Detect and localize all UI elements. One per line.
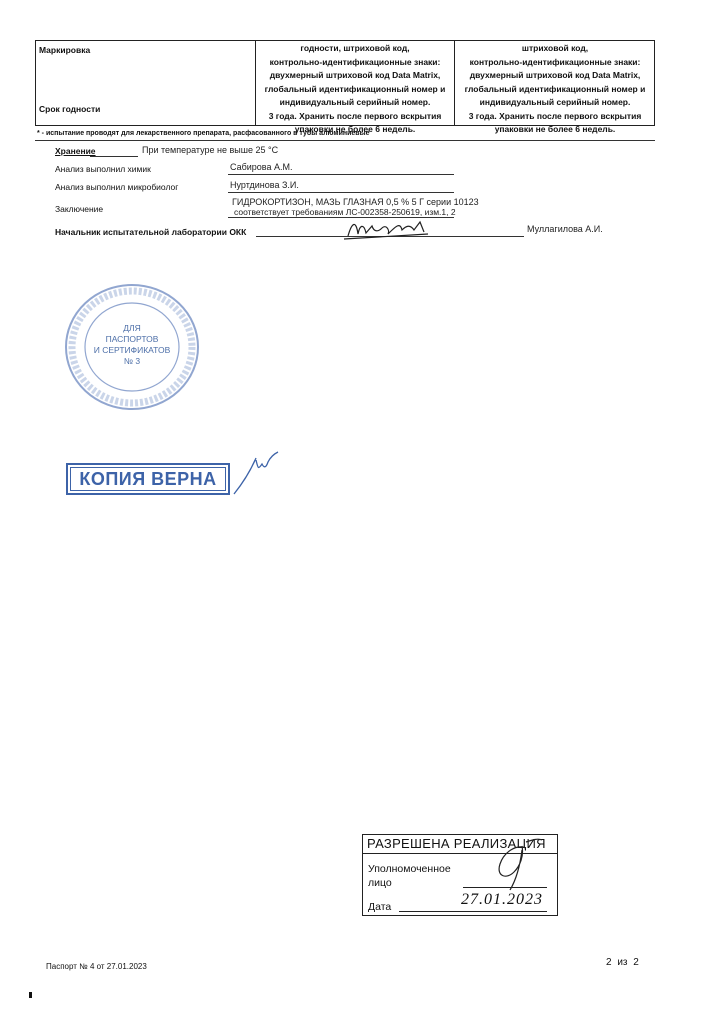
microbiologist-underline xyxy=(228,192,454,193)
divider xyxy=(35,140,655,141)
expiry-label: Срок годности xyxy=(39,104,101,114)
conclusion-line1: ГИДРОКОРТИЗОН, МАЗЬ ГЛАЗНАЯ 0,5 % 5 Г серии 10123 xyxy=(232,197,479,207)
stamp-line: И СЕРТИФИКАТОВ xyxy=(93,345,171,355)
chemist-underline xyxy=(228,174,454,175)
scan-mark xyxy=(29,992,32,998)
marking-col2: годности, штриховой код, контрольно-идентификационные знаки: двухмерный штриховой код Data Matrix, глобальный идентификационный номер и индивидуальный серийный номер. 3 года. Хранить после первого вскрытия упаковки не более 6 недель. xyxy=(264,43,446,134)
conclusion-label: Заключение xyxy=(55,204,104,214)
date-value: 27.01.2023 xyxy=(461,891,543,908)
authorized-line1: Уполномоченное xyxy=(368,863,451,875)
head-lab-name: Муллагилова А.И. xyxy=(527,224,603,234)
microbiologist-label: Анализ выполнил микробиолог xyxy=(55,182,179,192)
marking-label: Маркировка xyxy=(39,45,91,55)
stamp-line: ДЛЯ xyxy=(123,323,141,333)
head-lab-label: Начальник испытательной лаборатории ОКК xyxy=(55,227,247,237)
round-stamp-icon xyxy=(62,282,202,412)
date-underline xyxy=(399,911,547,912)
microbiologist-value: Нуртдинова З.И. xyxy=(230,180,299,190)
authorized-signature-icon xyxy=(486,836,546,892)
storage-underline xyxy=(90,156,138,157)
page-number: 2 из 2 xyxy=(606,957,639,968)
date-label: Дата xyxy=(368,901,392,913)
stamp-line: № 3 xyxy=(123,356,141,366)
storage-value: При температуре не выше 25 °С xyxy=(142,145,279,155)
copy-verified-stamp: КОПИЯ ВЕРНА xyxy=(66,463,230,495)
release-stamp-title: РАЗРЕШЕНА РЕАЛИЗАЦИЯ xyxy=(367,836,546,851)
authorized-line2: лицо xyxy=(368,877,392,889)
stamp-line: ПАСПОРТОВ xyxy=(105,334,159,344)
chemist-label: Анализ выполнил химик xyxy=(55,164,151,174)
marking-col3: штриховой код, контрольно-идентификационные знаки: двухмерный штриховой код Data Matrix, глобальный идентификационный номер и индивидуальный серийный номер. 3 года. Хранить после первого вскрытия упаковки не более 6 недель. xyxy=(464,43,646,134)
initials-icon xyxy=(232,450,282,498)
chemist-value: Сабирова А.М. xyxy=(230,162,293,172)
conclusion-line2: соответствует требованиям ЛС-002358-250619, изм.1, 2 xyxy=(234,207,456,217)
signature-icon xyxy=(340,216,435,244)
passport-number: Паспорт № 4 от 27.01.2023 xyxy=(46,962,147,971)
footnote: * - испытание проводят для лекарственного препарата, расфасованного в тубы алюминиевые xyxy=(37,130,370,137)
storage-label: Хранение xyxy=(55,146,96,156)
